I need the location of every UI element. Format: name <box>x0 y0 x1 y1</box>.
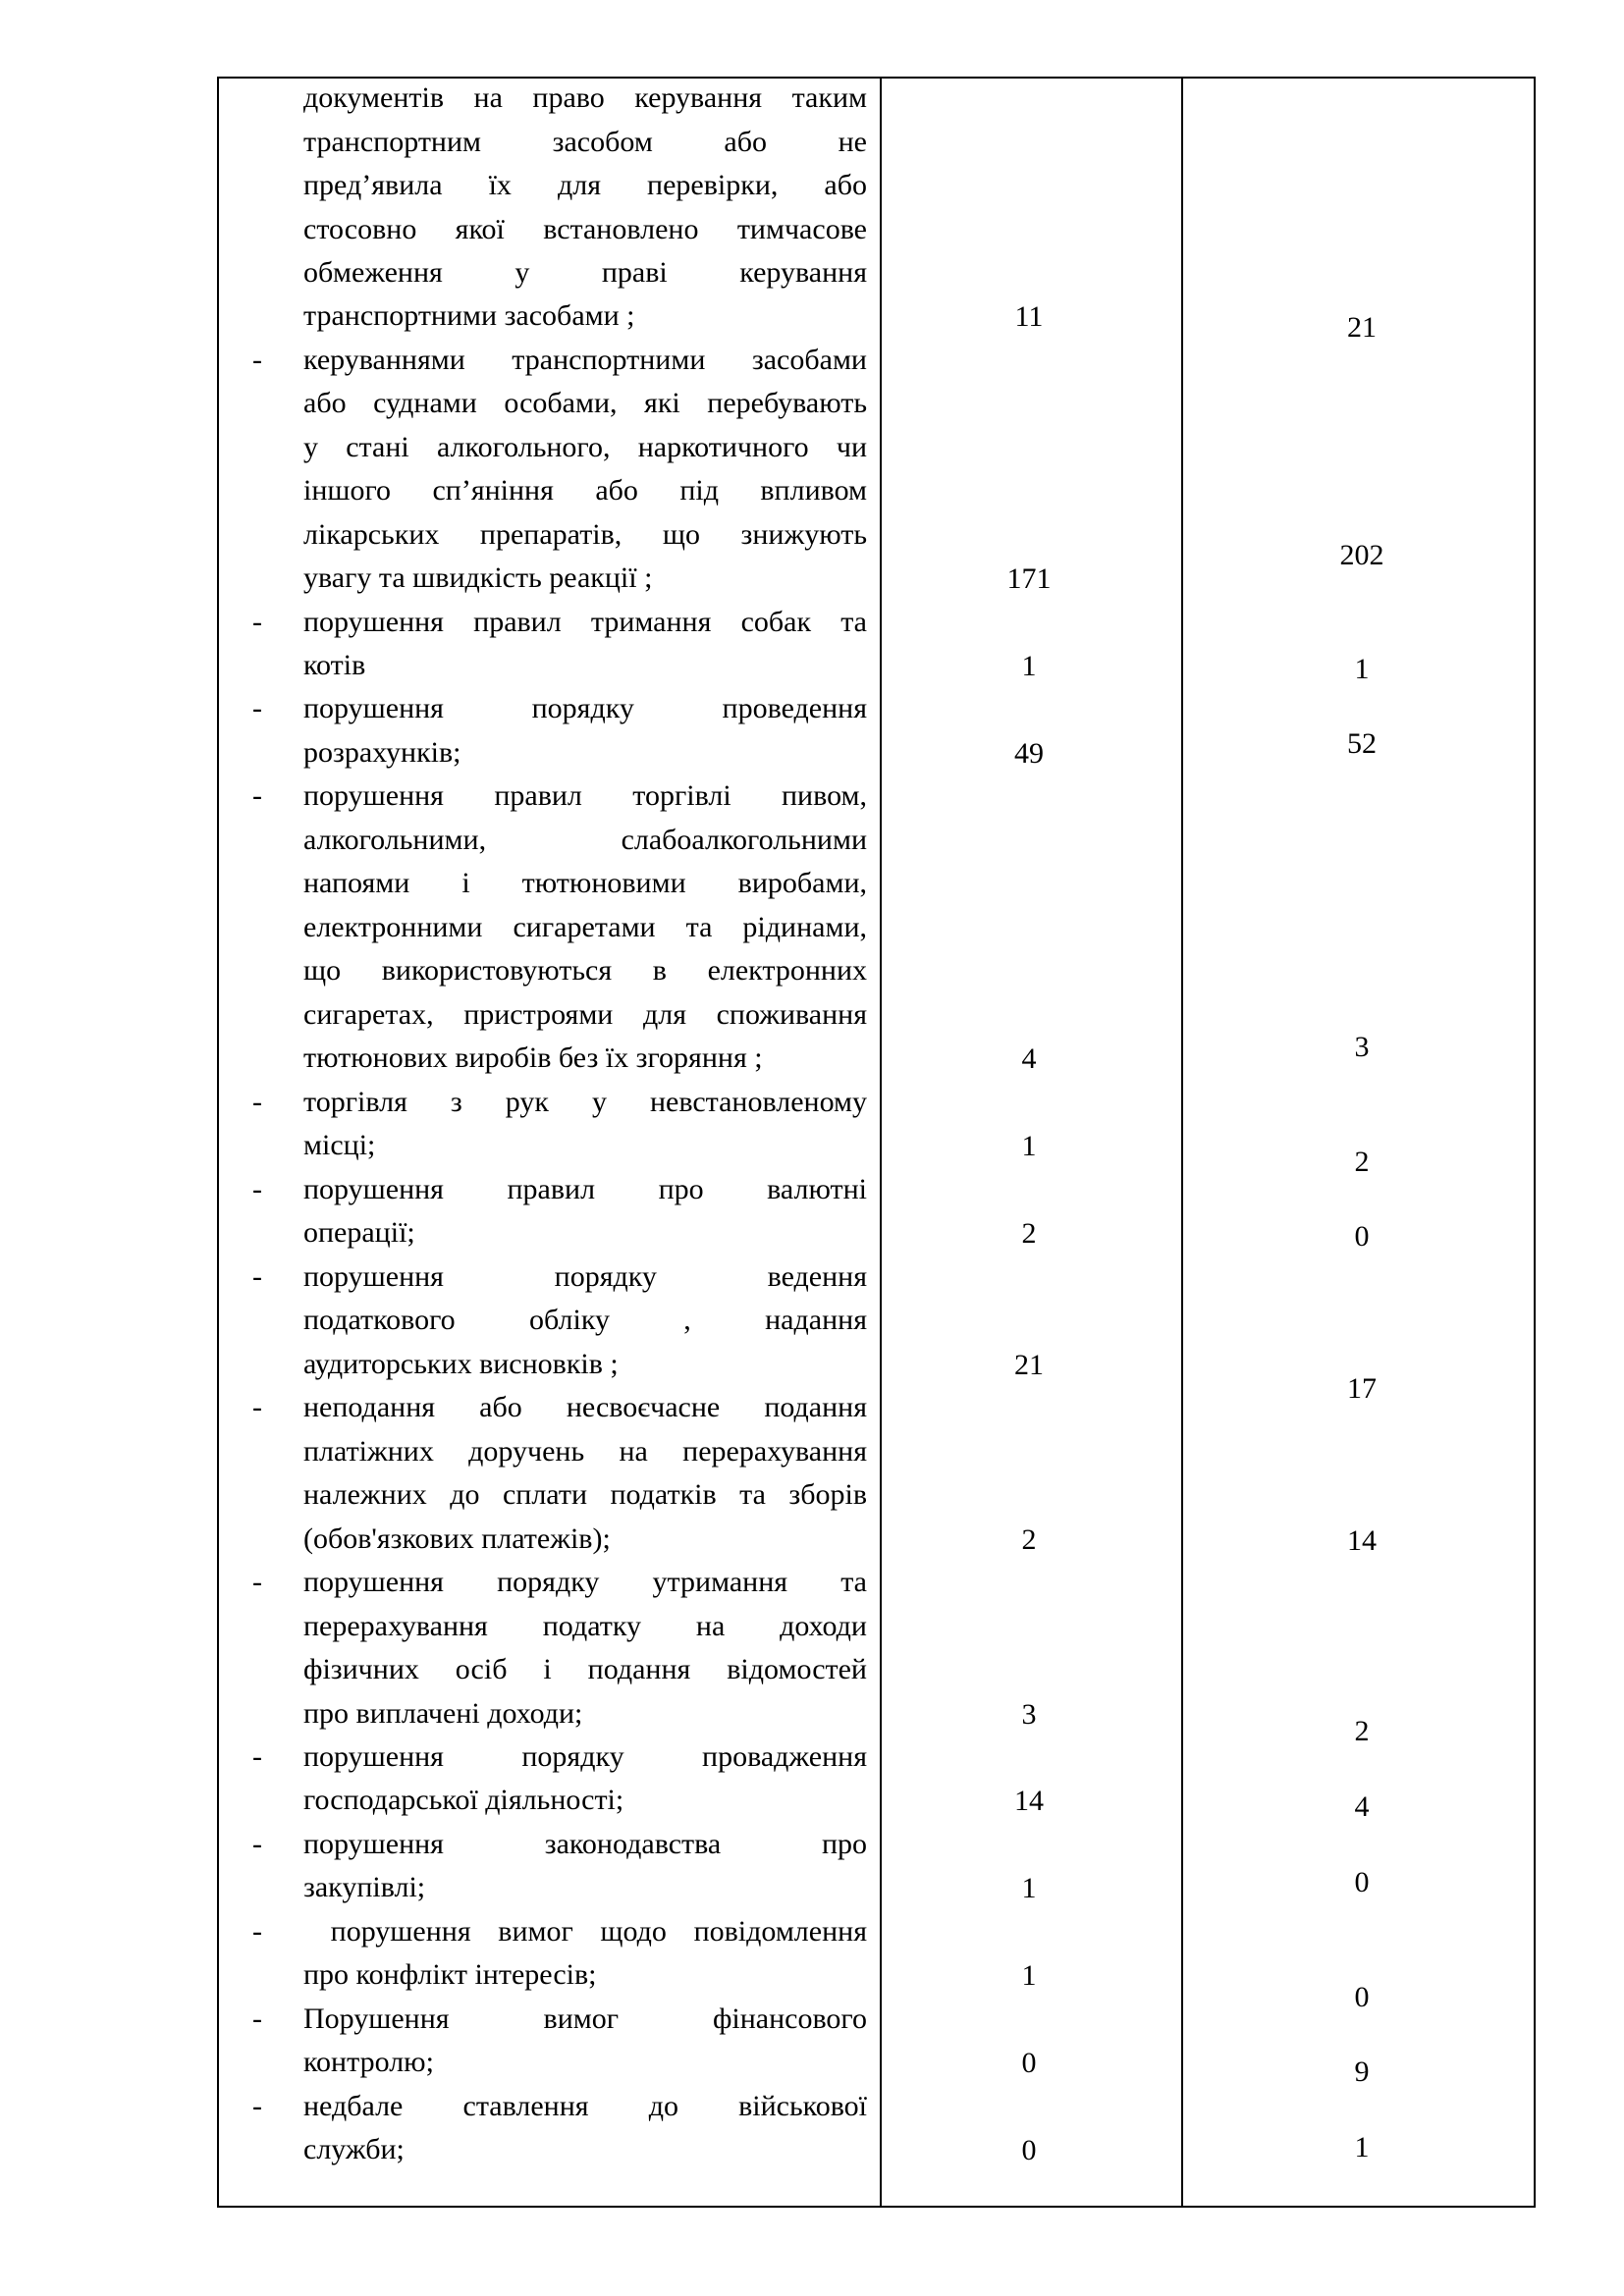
row-10-line-0: порушення порядку провадження <box>303 1740 867 1773</box>
row-8-line-3: (обов'язкових платежів); <box>303 1522 611 1555</box>
row-5-line-1: місці; <box>303 1129 376 1161</box>
row-4-line-4: що використовуються в електронних <box>303 954 867 987</box>
row-3-value-1: 49 <box>1014 737 1044 770</box>
row-12-value-1: 1 <box>1021 1959 1037 1992</box>
row-10-line-1: господарської діяльності; <box>303 1784 624 1816</box>
row-7-line-2: аудиторських висновків ; <box>303 1348 619 1380</box>
row-0-line-5: транспортними засобами ; <box>303 299 635 332</box>
column-divider-1 <box>880 79 882 2206</box>
row-9-line-2: фізичних осіб і подання відомостей <box>303 1653 867 1685</box>
row-0-line-3: стосовно якої встановлено тимчасове <box>303 213 867 245</box>
row-4-line-1: алкогольними, слабоалкогольними <box>303 824 867 856</box>
row-12-value-2: 0 <box>1354 1981 1370 2013</box>
row-1-value-1: 171 <box>1006 562 1052 595</box>
row-14-dash: - <box>252 2090 262 2122</box>
row-1-value-2: 202 <box>1339 539 1384 571</box>
row-6-line-1: операції; <box>303 1216 415 1249</box>
row-6-value-1: 2 <box>1021 1217 1037 1250</box>
row-8-line-0: неподання або несвоєчасне подання <box>303 1391 867 1423</box>
row-0-line-1: транспортним засобом або не <box>303 126 867 158</box>
row-2-value-2: 1 <box>1354 653 1370 685</box>
row-3-value-2: 52 <box>1347 727 1377 760</box>
row-0-line-4: обмеження у праві керування <box>303 256 867 289</box>
row-2-line-0: порушення правил тримання собак та <box>303 606 867 638</box>
row-10-value-1: 14 <box>1014 1785 1044 1817</box>
row-6-line-0: порушення правил про валютні <box>303 1173 867 1205</box>
row-13-dash: - <box>252 2002 262 2035</box>
row-7-line-1: податкового обліку , надання <box>303 1304 867 1336</box>
row-0-value-2: 21 <box>1347 311 1377 344</box>
row-4-value-2: 3 <box>1354 1031 1370 1063</box>
row-12-line-1: про конфлікт інтересів; <box>303 1958 597 1991</box>
row-4-line-0: порушення правил торгівлі пивом, <box>303 779 867 812</box>
row-9-line-1: перерахування податку на доходи <box>303 1610 867 1642</box>
row-3-line-1: розрахунків; <box>303 736 461 769</box>
row-13-value-2: 9 <box>1354 2056 1370 2088</box>
row-4-dash: - <box>252 779 262 812</box>
row-1-line-0: керуваннями транспортними засобами <box>303 344 867 376</box>
row-11-value-1: 1 <box>1021 1872 1037 1904</box>
row-6-dash: - <box>252 1173 262 1205</box>
row-12-dash: - <box>252 1915 262 1948</box>
row-12-line-0: порушення вимог щодо повідомлення <box>303 1915 867 1948</box>
row-2-value-1: 1 <box>1021 650 1037 682</box>
row-2-dash: - <box>252 606 262 638</box>
row-5-line-0: торгівля з рук у невстановленому <box>303 1086 867 1118</box>
row-9-dash: - <box>252 1566 262 1598</box>
row-4-line-6: тютюнових виробів без їх згоряння ; <box>303 1041 763 1074</box>
row-11-line-0: порушення законодавства про <box>303 1828 867 1860</box>
row-10-dash: - <box>252 1740 262 1773</box>
row-8-line-2: належних до сплати податків та зборів <box>303 1478 867 1511</box>
row-8-value-1: 2 <box>1021 1523 1037 1556</box>
row-0-value-1: 11 <box>1014 300 1044 333</box>
row-2-line-1: котів <box>303 649 366 681</box>
row-8-value-2: 14 <box>1347 1524 1377 1557</box>
row-14-line-0: недбале ставлення до військової <box>303 2090 867 2122</box>
row-10-value-2: 4 <box>1354 1790 1370 1823</box>
row-1-line-3: іншого сп’яніння або під впливом <box>303 474 867 507</box>
row-1-line-2: у стані алкогольного, наркотичного чи <box>303 431 867 463</box>
row-8-dash: - <box>252 1391 262 1423</box>
row-4-line-2: напоями і тютюновими виробами, <box>303 867 867 899</box>
row-1-line-4: лікарських препаратів, що знижують <box>303 518 867 551</box>
row-14-value-2: 1 <box>1354 2131 1370 2163</box>
row-7-value-2: 17 <box>1347 1372 1377 1405</box>
row-5-value-1: 1 <box>1021 1130 1037 1162</box>
row-13-value-1: 0 <box>1021 2047 1037 2079</box>
row-11-line-1: закупівлі; <box>303 1871 426 1903</box>
row-5-value-2: 2 <box>1354 1146 1370 1178</box>
row-1-line-5: увагу та швидкість реакції ; <box>303 561 653 594</box>
row-7-value-1: 21 <box>1014 1349 1044 1381</box>
row-7-dash: - <box>252 1260 262 1293</box>
row-9-line-0: порушення порядку утримання та <box>303 1566 867 1598</box>
row-13-line-0: Порушення вимог фінансового <box>303 2002 867 2035</box>
row-4-line-3: електронними сигаретами та рідинами, <box>303 911 867 943</box>
row-11-value-2: 0 <box>1354 1866 1370 1898</box>
row-3-line-0: порушення порядку проведення <box>303 692 867 724</box>
row-8-line-1: платіжних доручень на перерахування <box>303 1435 867 1468</box>
row-9-line-3: про виплачені доходи; <box>303 1697 583 1730</box>
row-11-dash: - <box>252 1828 262 1860</box>
row-13-line-1: контролю; <box>303 2046 434 2078</box>
row-4-line-5: сигаретах, пристроями для споживання <box>303 998 867 1031</box>
column-divider-2 <box>1181 79 1183 2206</box>
row-14-value-1: 0 <box>1021 2134 1037 2166</box>
row-5-dash: - <box>252 1086 262 1118</box>
row-0-line-2: пред’явила їх для перевірки, або <box>303 169 867 201</box>
row-0-line-0: документів на право керування таким <box>303 81 867 114</box>
row-6-value-2: 0 <box>1354 1220 1370 1253</box>
row-7-line-0: порушення порядку ведення <box>303 1260 867 1293</box>
row-1-dash: - <box>252 344 262 376</box>
row-9-value-2: 2 <box>1354 1715 1370 1747</box>
row-1-line-1: або суднами особами, які перебувають <box>303 387 867 419</box>
row-4-value-1: 4 <box>1021 1042 1037 1075</box>
row-9-value-1: 3 <box>1021 1698 1037 1731</box>
row-14-line-1: служби; <box>303 2133 405 2165</box>
row-3-dash: - <box>252 692 262 724</box>
